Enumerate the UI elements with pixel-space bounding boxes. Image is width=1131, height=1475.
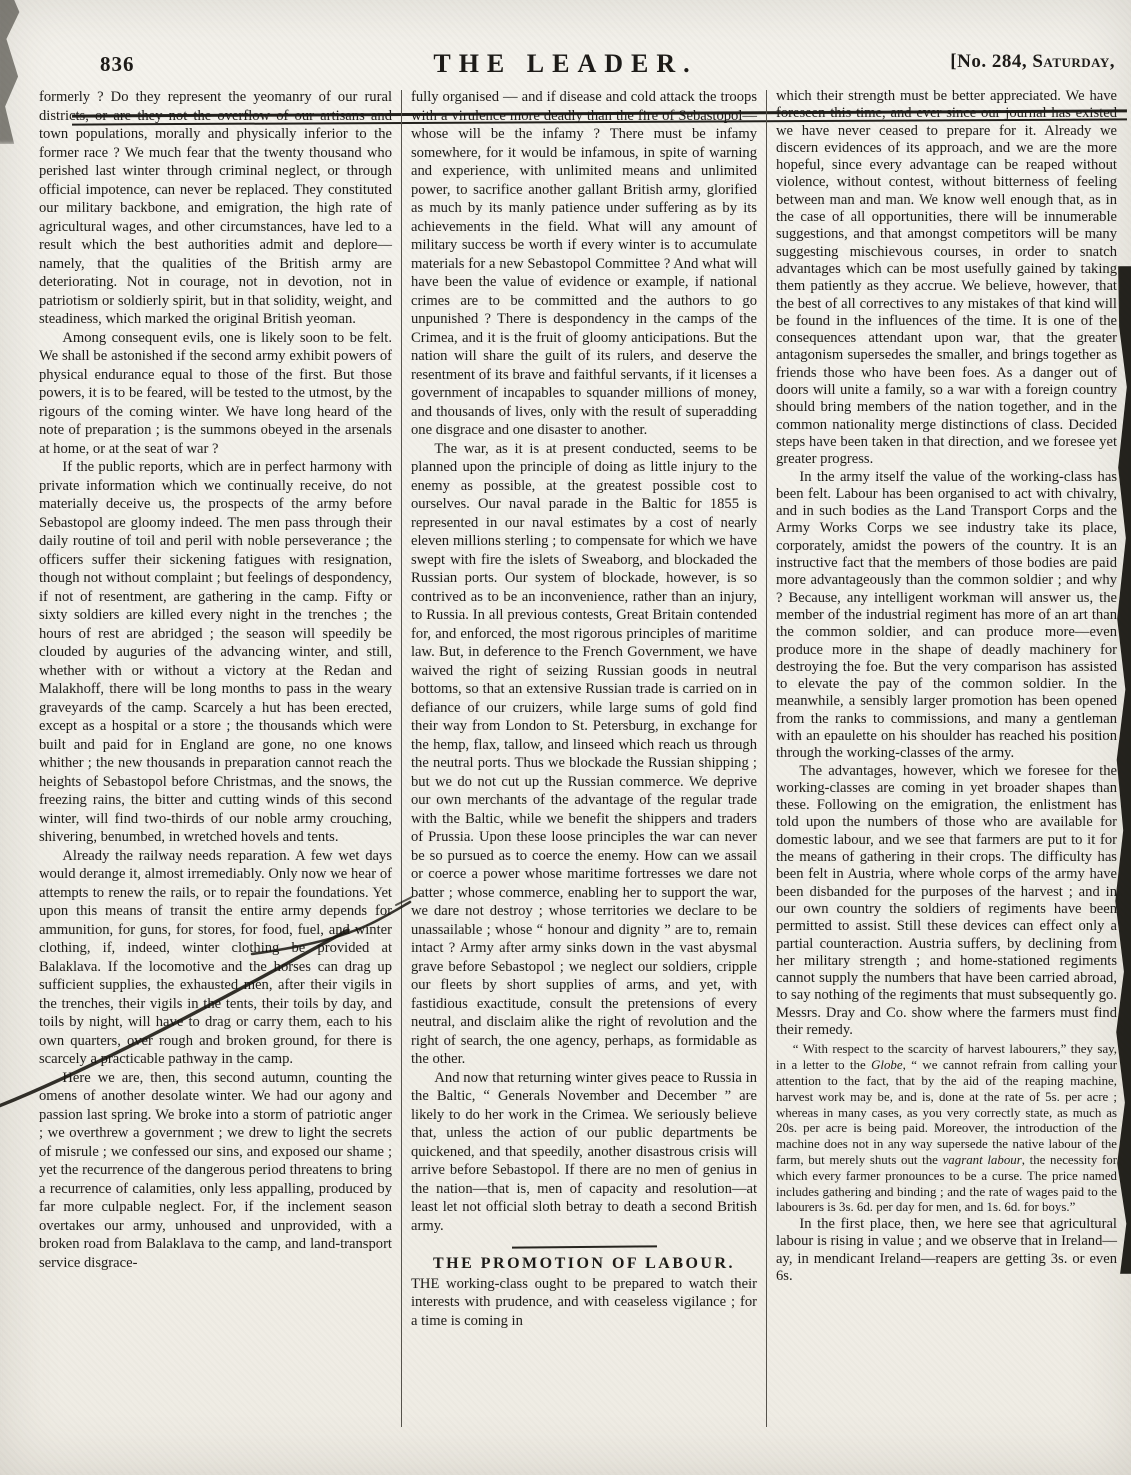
article-heading: THE PROMOTION OF LABOUR. xyxy=(432,1255,736,1272)
issue-number: [No. 284, xyxy=(950,51,1033,72)
article-paragraph: The advantages, however, which we foresee for the working-classes are coming in yet broader shapes than these. Following on the emigration, the enlistment has told upon the numbers of those who are available for domestic labour, and we see that farmers are put to it for the means of gathering in their crops. The difficulty has been felt in Austria, where whole corps of the army have been disbanded for the purposes of the harvest ; and in our own country the soldiers of regiments have been permitted to assist. Still these devices can effect only a partial counteraction. Austria suffers, by declining from her military strength ; and home-stationed regiments cannot supply the numbers that have been carried abroad, to say nothing of the regiments that must subsequently go. Messrs. Dray and Co. show where the farmers must find their remedy. xyxy=(776,762,1117,1039)
article-paragraph: fully organised — and if disease and cold attack the troops with a virulence more deadly than the fire of Sebastopol—whose will be the infamy ? There must be infamy somewhere, for it would be infamous, in spite of warning and experience, with unlimited means and unlimited power, to sacrifice another gallant British army, glorified as much by its manly patience under suffering as by its achievements in the field. What will any amount of military success be worth if every winter is to accumulate materials for a new Sebastopol Committee ? And what will have been the value of evidence or example, if national crimes are to be committed and the authors to go unpunished ? There is despondency in the camps of the Crimea, and it is the fruit of gloomy anticipations. But the nation will share the guilt of its rulers, and deserve the resentment of its brave and faithful servants, if it licenses a government of incapables to squander millions of money, and thousands of lives, only with the result of superadding one disgrace and one disaster to another. xyxy=(411,89,757,438)
article-paragraph: In the army itself the value of the working-class has been felt. Labour has been organised to act with chivalry, and in such bodies as the Land Transport Corps and the Army Works Corps we see industry take its place, corporately, amidst the powers of the country. It is an instructive fact that the members of those bodies are paid more advantageously than the common soldier ; and why ? Because, any intelligent workman will answer us, the member of the industrial regiment has more of an art than the common soldier, and can produce more—even produce more in the shape of deadly machinery for destroying the foe. But the very comparison has assisted to elevate the pay of the common soldier. In the meanwhile, a sensibly larger promotion has been opened from the ranks to commissions, and many a gentleman with an epaulette on his shoulder has reached his position through the working-classes of the army. xyxy=(776,468,1117,762)
article-paragraph: Already the railway needs reparation. A few wet days would derange it, almost irremediably. Only now we hear of attempts to renew the rails, or to repair the foundations. Yet upon this means of transit the entire army depends for ammunition, for guns, for stores, for food, fuel, and winter clothing, if, indeed, winter clothing be provided at Balaklava. If the locomotive and the horses can drag up sufficient supplies, the exhausted men, after their vigils in the trenches, their vigils in the tents, their toils by day, and toils by night, will have to drag or carry them, each to his own quarters, over rough and broken ground, for there is scarcely a practicable pathway in the camp. xyxy=(39,847,392,1067)
article-paragraph: The war, as it is at present conducted, seems to be planned upon the principle of doing as little injury to the enemy as possible, at the greatest possible cost to ourselves. Our naval parade in the Baltic for 1855 is represented in our naval estimates by a cost of nearly eleven millions sterling ; to compensate for which we have swept with fire the islets of Sweaborg, and blockaded the Russian ports. Our system of blockade, however, is so contrived as to be an inconvenience, rather than an injury, to Russia. In all previous contests, Great Britain contended for, and enforced, the most rigorous principles of maritime law. But, in deference to the French Government, we have waived the right of seizing Russian goods in neutral bottoms, so that an extensive Russian trade is carried on in defiance of our cruizers, while large sums of gold find their way from London to St. Petersburg, in exchange for the hemp, flax, tallow, and linseed which reach us through the neutral ports. Thus we blockade the Russian shipping ; but we do not cut up the Russian commerce. We deprive our own merchants of the advantage of the regular trade with the Baltic, while we benefit the shippers and traders of Prussia. Upon these loose principles the war can never be so pursued as to coerce the enemy. How can we assail or coerce a power whose maritime fortresses we dare not batter ; whose commerce, enabling her to support the war, we dare not destroy ; whose territories we declare to be unassailable ; whose “ honour and dignity ” are to, remain intact ? Army after army sinks down in the vast abysmal grave before Sebastopol ; we neglect our soldiers, cripple our fleets by short supplies of arms, and yet, with fastidious exactitude, consult the pretensions of every neutral, and disclaim alike the right of revolution and the right of search, the one agency, perhaps, as formidable as the other. xyxy=(411,440,757,1067)
column-left xyxy=(39,88,392,1272)
article-paragraph: formerly ? Do they represent the yeomanry of our rural districts, or are they not the overflow of our artisans and town populations, morally and physically inferior to the former race ? We much fear that the twenty thousand who perished last winter through criminal neglect, or through official impotence, can never be replaced. They constituted our military backbone, and emigration, the high rate of agricultural wages, and other circumstances, have led to a result which the best authorities admit and deplore—namely, that the qualities of the British army are deteriorating. Not in courage, not in devotion, not in patriotism or soldierly spirit, but in that solidity, weight, and steadiness, which marked the original British yeoman. xyxy=(39,89,392,327)
article-paragraph: Among consequent evils, one is likely soon to be felt. We shall be astonished if the second army exhibit powers of physical endurance equal to those of the first. But those powers, it is to be feared, will be tested to the utmost, by the rigours of the coming winter. We have long heard of the note of preparation ; is the summons obeyed in the arsenals at home, or at the seat of war ? xyxy=(39,329,392,457)
section-divider xyxy=(511,1245,656,1248)
newspaper-title: THE LEADER. xyxy=(433,49,698,78)
article-paragraph: In the first place, then, we here see that agricultural labour is rising in value ; and we observe that in Ireland—ay, in mendicant Ireland—reapers are getting 3s. or even 6s. xyxy=(776,1216,1117,1284)
article-paragraph: THE working-class ought to be prepared to watch their interests with prudence, and with ceaseless vigilance ; for a time is coming in xyxy=(411,1275,757,1329)
issue-info xyxy=(950,51,1115,73)
article-paragraph: “ With respect to the scarcity of harvest labourers,” they say, in a letter to the Globe, “ we cannot refrain from calling your attention to the fact, that by the aid of the reaping machine, harvest work may be, and is, done at the rate of 5s. per acre ; whereas in many cases, as you very correctly state, as much as 20s. per acre is being paid. Moreover, the introduction of the machine does not in any way supersede the native labour of the farm, but merely shuts out the vagrant labour, the necessity for which every farmer pronounces to be a curse. The price named includes gathering and binding ; and the rate of wages paid to the labourers is 3s. 6d. per day for men, and 1s. 6d. for boys.” xyxy=(776,1042,1118,1215)
issue-day: Saturday, xyxy=(1032,51,1115,72)
article-paragraph: If the public reports, which are in perfect harmony with private information which we continually receive, do not materially deceive us, the prospects of the army before Sebastopol are gloomy indeed. The men pass through their daily routine of toil and peril with noble perseverance ; the officers suffer their sickening fatigues with resignation, though not without complaint ; but feelings of despondency, if not of resentment, are gathering in the camp. Fifty or sixty soldiers are killed every night in the trenches ; the hours of rest are abridged ; the season will speedily be clouded by auguries of the advancing winter, and still, whether with or without a victory at the Redan and Malakhoff, there will be long months to pass in the weary graveyards of the camp. Scarcely a hut has been erected, except as a hospital or a store ; the thousands which were built and paid for in England are gone, no one knows whither ; the new thousands in preparation cannot reach the heights of Sebastopol before Christmas, and the snows, the freezing rains, the bitter and cutting winds of this second winter, will find two-thirds of our noble army crouching, shivering, benumbed, in wretched hovels and tents. xyxy=(39,459,392,845)
column-right xyxy=(776,88,1117,1285)
article-paragraph: And now that returning winter gives peace to Russia in the Baltic, “ Generals November and December ” are likely to do her work in the Crimea. We seriously believe that, unless the action of our public departments be quickened, and that speedily, another disastrous crisis will arrive before Sebastopol. If there are no men of genius in the nation—that is, men of capacity and resolution—at least let not official sloth betray to death a second British army. xyxy=(411,1069,757,1234)
article-paragraph: which their strength must be better appreciated. We have foreseen this time, and ever since our journal has existed we have never ceased to prepare for it. Already we discern evidences of its approach, and we are the more hopeful, since every advantage can be reaped without violence, without contest, without bitterness of feeling between man and man. We know well enough that, as in the case of all opportunities, there will be innumerable suggestions, and that amongst competitors will be many suggesting mischievous courses, in order to snatch advantages which can be most usefully gained by taking them patiently as they accrue. We believe, however, that the best of all correctives to any mistakes of that kind will be found in the influences of the time. It is one of the consequences attendant upon war, that the greater antagonism supersedes the smaller, and brings together as friends those who have been foes. As a danger out of doors will unite a family, so a war with a foreign country should bring members of the nation together, and in the common nationality merge distinctions of class. Decided steps have been taken in that direction, and we foresee yet greater progress. xyxy=(776,88,1117,468)
column-middle xyxy=(411,88,757,1330)
column-rule-right xyxy=(766,90,767,1427)
page-number: 836 xyxy=(100,52,135,76)
article-paragraph: Here we are, then, this second autumn, counting the omens of another desolate winter. We had our agony and passion last spring. We broke into a storm of patriotic anger ; we overthrew a government ; we drew to light the secrets of misrule ; we confessed our sins, and exposed our shame ; yet the recurrence of the dangerous period threatens to bring a recurrence of calamities, only less appalling, produced by far more culpable neglect. For, if the inclement season overtakes our army, unhoused and unprovided, with a broken road from Balaklava to the camp, and land-transport service disgrace- xyxy=(39,1069,392,1271)
column-rule-left xyxy=(401,90,402,1427)
